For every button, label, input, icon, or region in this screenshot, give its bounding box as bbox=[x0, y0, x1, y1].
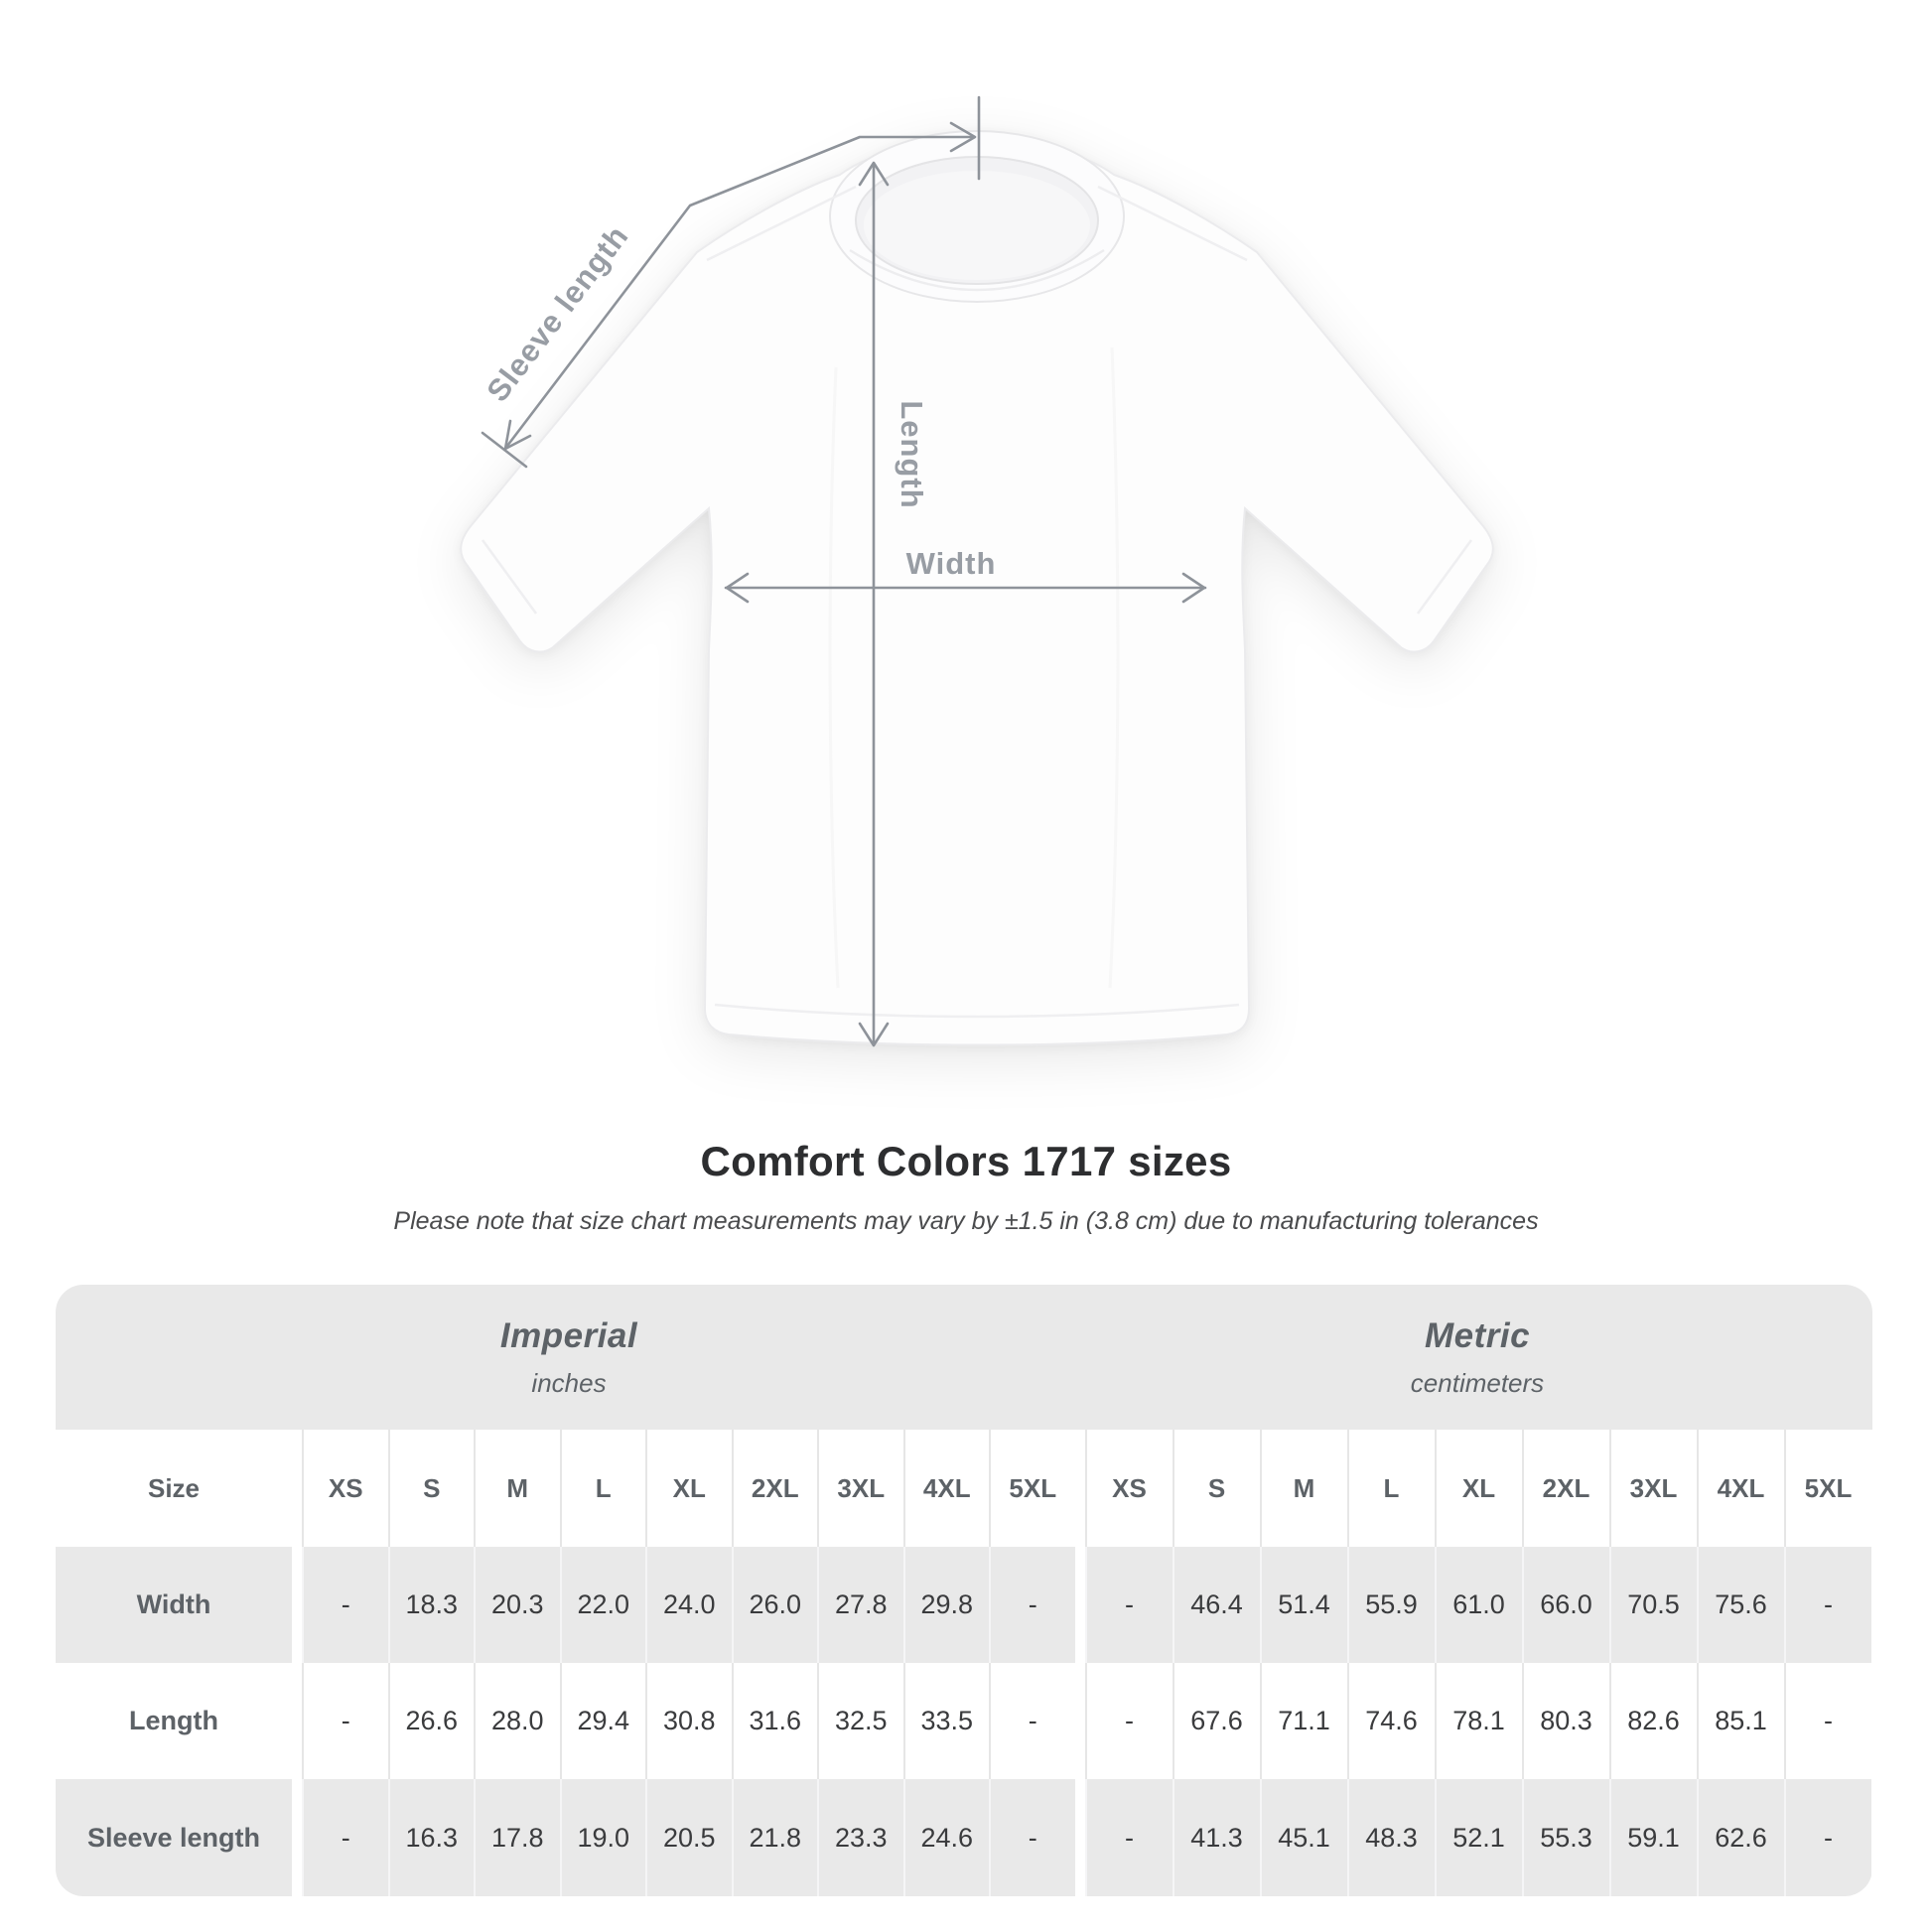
value-cell: - bbox=[1085, 1547, 1173, 1663]
value-cell: 82.6 bbox=[1609, 1663, 1697, 1779]
value-cell: - bbox=[989, 1547, 1075, 1663]
value-cell: 29.8 bbox=[903, 1547, 990, 1663]
metric-header bbox=[1082, 1285, 1872, 1430]
value-cell: 27.8 bbox=[817, 1547, 903, 1663]
value-cell: 21.8 bbox=[732, 1779, 818, 1896]
value-cell: 70.5 bbox=[1609, 1547, 1697, 1663]
value-cell: - bbox=[302, 1779, 388, 1896]
value-cell: 71.1 bbox=[1260, 1663, 1347, 1779]
value-cell: - bbox=[1784, 1779, 1871, 1896]
size-column-header: L bbox=[560, 1430, 646, 1547]
size-column-header: 3XL bbox=[1609, 1430, 1697, 1547]
table-row bbox=[56, 1663, 1872, 1779]
section-gap bbox=[1075, 1663, 1085, 1779]
size-table-body bbox=[56, 1547, 1872, 1896]
value-cell: 30.8 bbox=[645, 1663, 732, 1779]
value-cell: 59.1 bbox=[1609, 1779, 1697, 1896]
value-cell: 78.1 bbox=[1435, 1663, 1522, 1779]
value-cell: 19.0 bbox=[560, 1779, 646, 1896]
size-column-header: XS bbox=[302, 1430, 388, 1547]
tolerance-note: Please note that size chart measurements may vary by ±1.5 in (3.8 cm) due to manufacturing tolerances bbox=[393, 1207, 1539, 1235]
section-gap bbox=[1075, 1779, 1085, 1896]
imperial-header-unit: inches bbox=[531, 1367, 607, 1398]
value-cell: 41.3 bbox=[1173, 1779, 1260, 1896]
section-gap bbox=[1075, 1430, 1085, 1547]
size-column-header: 5XL bbox=[989, 1430, 1075, 1547]
metric-header-unit: centimeters bbox=[1410, 1367, 1545, 1398]
value-cell: 62.6 bbox=[1697, 1779, 1784, 1896]
size-table bbox=[56, 1285, 1872, 1896]
section-gap bbox=[292, 1547, 302, 1663]
imperial-header-title: Imperial bbox=[499, 1315, 638, 1355]
value-cell: - bbox=[1085, 1663, 1173, 1779]
value-cell: 24.6 bbox=[903, 1779, 990, 1896]
value-cell: 32.5 bbox=[817, 1663, 903, 1779]
size-column-header: M bbox=[474, 1430, 560, 1547]
value-cell: 45.1 bbox=[1260, 1779, 1347, 1896]
size-column-header: XL bbox=[645, 1430, 732, 1547]
section-gap bbox=[292, 1663, 302, 1779]
value-cell: - bbox=[1784, 1547, 1871, 1663]
size-column-header: XS bbox=[1085, 1430, 1173, 1547]
size-column-header: XL bbox=[1435, 1430, 1522, 1547]
value-cell: 23.3 bbox=[817, 1779, 903, 1896]
value-cell: 74.6 bbox=[1347, 1663, 1435, 1779]
size-column-header: 2XL bbox=[1522, 1430, 1609, 1547]
size-column-header: 5XL bbox=[1784, 1430, 1871, 1547]
value-cell: 22.0 bbox=[560, 1547, 646, 1663]
value-cell: - bbox=[989, 1663, 1075, 1779]
value-cell: 29.4 bbox=[560, 1663, 646, 1779]
value-cell: 48.3 bbox=[1347, 1779, 1435, 1896]
page-title: Comfort Colors 1717 sizes bbox=[700, 1138, 1232, 1184]
value-cell: - bbox=[302, 1663, 388, 1779]
size-corner-label: Size bbox=[147, 1472, 201, 1503]
table-row bbox=[56, 1779, 1872, 1896]
width-label: Width bbox=[905, 546, 997, 581]
row-label: Sleeve length bbox=[56, 1779, 292, 1896]
size-column-header: M bbox=[1260, 1430, 1347, 1547]
value-cell: 80.3 bbox=[1522, 1663, 1609, 1779]
value-cell: 66.0 bbox=[1522, 1547, 1609, 1663]
imperial-header bbox=[56, 1285, 1082, 1430]
length-label: Length bbox=[895, 400, 929, 509]
value-cell: - bbox=[1784, 1663, 1871, 1779]
size-header-row bbox=[56, 1430, 1872, 1547]
section-gap bbox=[292, 1779, 302, 1896]
value-cell: 20.5 bbox=[645, 1779, 732, 1896]
value-cell: 51.4 bbox=[1260, 1547, 1347, 1663]
value-cell: 46.4 bbox=[1173, 1547, 1260, 1663]
value-cell: 24.0 bbox=[645, 1547, 732, 1663]
value-cell: 55.9 bbox=[1347, 1547, 1435, 1663]
metric-header-title: Metric bbox=[1424, 1315, 1531, 1355]
value-cell: 75.6 bbox=[1697, 1547, 1784, 1663]
table-row bbox=[56, 1547, 1872, 1663]
size-column-header: 3XL bbox=[817, 1430, 903, 1547]
value-cell: 28.0 bbox=[474, 1663, 560, 1779]
value-cell: 85.1 bbox=[1697, 1663, 1784, 1779]
size-column-header: S bbox=[1173, 1430, 1260, 1547]
row-label: Length bbox=[56, 1663, 292, 1779]
size-column-header: 4XL bbox=[903, 1430, 990, 1547]
value-cell: 52.1 bbox=[1435, 1779, 1522, 1896]
sleeve-length-label: Sleeve length bbox=[480, 218, 635, 409]
value-cell: - bbox=[302, 1547, 388, 1663]
size-column-header: S bbox=[388, 1430, 475, 1547]
size-column-header: 2XL bbox=[732, 1430, 818, 1547]
value-cell: 16.3 bbox=[388, 1779, 475, 1896]
units-header-band bbox=[56, 1285, 1872, 1430]
value-cell: 26.0 bbox=[732, 1547, 818, 1663]
value-cell: 55.3 bbox=[1522, 1779, 1609, 1896]
value-cell: 26.6 bbox=[388, 1663, 475, 1779]
value-cell: - bbox=[1085, 1779, 1173, 1896]
value-cell: 33.5 bbox=[903, 1663, 990, 1779]
value-cell: - bbox=[989, 1779, 1075, 1896]
value-cell: 61.0 bbox=[1435, 1547, 1522, 1663]
section-gap bbox=[292, 1430, 302, 1547]
value-cell: 17.8 bbox=[474, 1779, 560, 1896]
collar-inner-shadow bbox=[864, 171, 1090, 280]
row-label: Width bbox=[56, 1547, 292, 1663]
section-gap bbox=[1075, 1547, 1085, 1663]
value-cell: 67.6 bbox=[1173, 1663, 1260, 1779]
value-cell: 18.3 bbox=[388, 1547, 475, 1663]
value-cell: 20.3 bbox=[474, 1547, 560, 1663]
value-cell: 31.6 bbox=[732, 1663, 818, 1779]
size-column-header: 4XL bbox=[1697, 1430, 1784, 1547]
size-column-header: L bbox=[1347, 1430, 1435, 1547]
